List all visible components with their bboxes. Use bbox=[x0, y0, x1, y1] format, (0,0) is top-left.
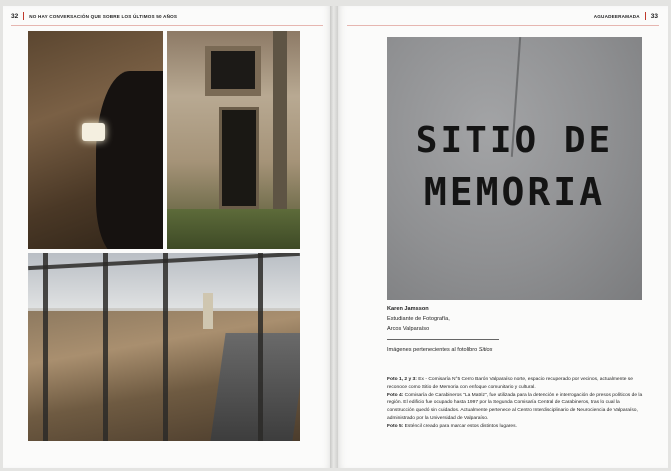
right-running-head: AGUADEERAMADA bbox=[593, 13, 640, 19]
photo-notes bbox=[387, 376, 647, 431]
photobook-title: Sitios bbox=[478, 347, 493, 353]
photo-stencil-sitio-de-memoria bbox=[387, 37, 642, 300]
header-divider bbox=[23, 12, 24, 20]
photo-note bbox=[387, 376, 647, 392]
photo-note-label: Foto 4: bbox=[387, 392, 404, 398]
photo-note-text: Comisaría de Carabineros "La Matriz", fue utilizada para la detención e interrogación de presos políticos de la región. El edificio fue ocupado hasta 1997 por la Segunda Comisaría Central de Carabineros, tras lo cual la construcción quedó sin cuidados. Actualmente pertenece al Centro Interdisciplinario de Neurociencia de Valparaíso, administrado por la Universidad de Valparaíso. bbox=[387, 392, 643, 421]
photo-note-text: Ex - Comisaría N°5 Cerro Barón Valparaíso norte, espacio recuperado por vecinos, actualmente se reconoce como Sitio de Memoria con enfoque comunitario y cultural. bbox=[387, 377, 633, 390]
photo-city-through-bars bbox=[28, 253, 300, 441]
stencil-line-1: SITIO DE bbox=[415, 120, 614, 161]
photo-brick-wall-shadow bbox=[28, 31, 163, 249]
photobook-line bbox=[387, 345, 645, 355]
photo-bar bbox=[103, 253, 108, 441]
photo-note-text: Esténcil creado para marcar estos distintos lugares. bbox=[403, 423, 517, 429]
photo-bar bbox=[163, 253, 168, 441]
right-header-rule bbox=[347, 25, 659, 26]
header-divider bbox=[645, 12, 646, 20]
photo-dark-window bbox=[211, 51, 255, 89]
photo-bar bbox=[258, 253, 263, 441]
photo-bar bbox=[43, 253, 48, 441]
photo-tower bbox=[203, 293, 213, 329]
left-page-header bbox=[11, 11, 177, 21]
photo-lit-window bbox=[82, 123, 105, 141]
caption-rule bbox=[387, 339, 499, 340]
photographer-name: Karen Jamsson bbox=[387, 306, 429, 312]
left-running-head: NO HAY CONVERSACIÓN QUE SOBRE LOS ÚLTIMOS 50 AÑOS bbox=[29, 13, 178, 19]
photographer-school: Arcos Valparaíso bbox=[387, 326, 430, 332]
photo-shadow-shape bbox=[96, 71, 163, 249]
photo-note bbox=[387, 423, 647, 431]
photobook-prefix: Imágenes pertenecientes al fotolibro bbox=[387, 347, 479, 353]
photo-building-doorway bbox=[167, 31, 300, 249]
right-page-number: 33 bbox=[650, 12, 658, 20]
stencil-line-2: MEMORIA bbox=[423, 170, 606, 214]
left-page-number: 32 bbox=[11, 12, 19, 20]
photo-doorway bbox=[219, 107, 259, 209]
photo-credit bbox=[387, 305, 645, 355]
right-page-header bbox=[594, 11, 658, 21]
photo-note-label: Foto 1, 2 y 3: bbox=[387, 377, 417, 382]
photographer-role: Estudiante de Fotografía, bbox=[387, 316, 450, 322]
photo-note-label: Foto 5: bbox=[387, 423, 404, 429]
photo-note bbox=[387, 392, 647, 423]
photo-grass bbox=[167, 209, 300, 249]
left-header-rule bbox=[11, 25, 323, 26]
photo-roof bbox=[210, 333, 300, 441]
book-gutter bbox=[330, 6, 338, 468]
